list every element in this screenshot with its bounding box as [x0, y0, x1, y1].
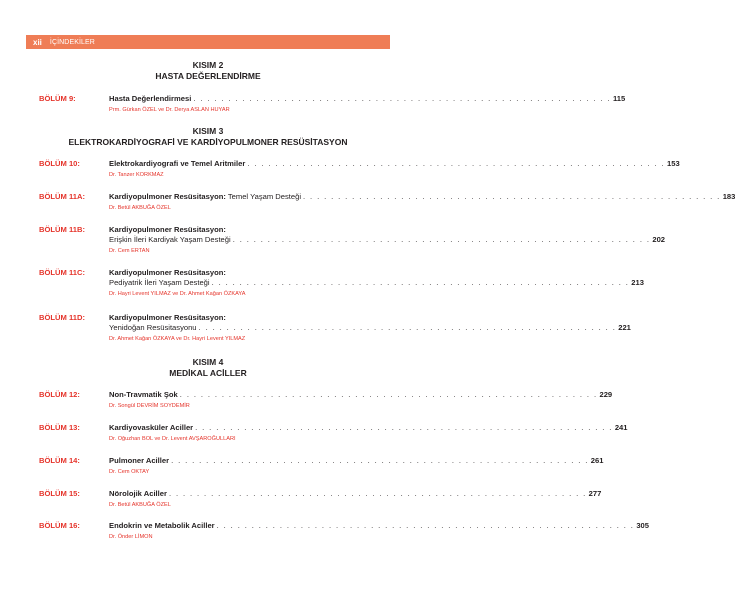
- chapter-page: 277: [588, 489, 602, 498]
- leader-dots: . . . . . . . . . . . . . . . . . . . . . . . . . . . . . . . . . . . . . . . . . . . . . . . . . . . . . . . . . . . .: [247, 159, 665, 168]
- chapter-page: 221: [618, 323, 631, 332]
- leader-dots: . . . . . . . . . . . . . . . . . . . . . . . . . . . . . . . . . . . . . . . . . . . . . . . . . . . . . . . . . . . .: [198, 323, 617, 332]
- chapter-authors: Dr. Betül AKBUĞA ÖZEL: [109, 502, 171, 508]
- chapter-number: BÖLÜM 11D:: [39, 313, 85, 322]
- chapter-title: Non-Travmatik Şok: [109, 390, 178, 399]
- chapter-page: 153: [667, 159, 680, 168]
- chapter-authors: Dr. Cem OKTAY: [109, 469, 150, 475]
- chapter-page: 115: [612, 94, 626, 103]
- chapter-authors: Dr. Oğuzhan BOL ve Dr. Levent AVŞAROĞULLARI: [109, 436, 236, 442]
- chapter-number: BÖLÜM 10:: [39, 159, 80, 168]
- header-bar: [26, 35, 390, 49]
- chapter-authors: Dr. Songül DEVRİM SOYDEMİR: [109, 403, 190, 409]
- chapter-authors: Dr. Tanzer KORKMAZ: [109, 172, 164, 178]
- part-title: HASTA DEĞERLENDİRME: [155, 71, 261, 81]
- part-heading-2: [26, 60, 390, 82]
- chapter-number: BÖLÜM 9:: [39, 94, 76, 103]
- part-title: MEDİKAL ACİLLER: [169, 368, 247, 378]
- chapter-number: BÖLÜM 16:: [39, 521, 80, 530]
- chapter-subtitle: Erişkin İleri Kardiyak Yaşam Desteği: [109, 235, 231, 244]
- chapter-number: BÖLÜM 11A:: [39, 192, 85, 201]
- part-number: KISIM 2: [192, 60, 224, 70]
- leader-dots: . . . . . . . . . . . . . . . . . . . . . . . . . . . . . . . . . . . . . . . . . . . . . . . . . . . . . . . . . . . .: [193, 94, 611, 103]
- chapter-number: BÖLÜM 11B:: [39, 225, 85, 234]
- part-number: KISIM 3: [192, 126, 224, 136]
- chapter-title: Kardiyopulmoner Resüsitasyon:: [109, 192, 226, 201]
- chapter-authors: Dr. Betül AKBUĞA ÖZEL: [109, 205, 171, 211]
- leader-dots: . . . . . . . . . . . . . . . . . . . . . . . . . . . . . . . . . . . . . . . . . . . . . . . . . . . . . . . . . . . .: [211, 278, 630, 287]
- leader-dots: . . . . . . . . . . . . . . . . . . . . . . . . . . . . . . . . . . . . . . . . . . . . . . . . . . . . . . . . . . . .: [195, 423, 613, 432]
- chapter-page: 213: [631, 278, 644, 287]
- chapter-title: Kardiyopulmoner Resüsitasyon:: [109, 268, 226, 277]
- chapter-number: BÖLÜM 13:: [39, 423, 80, 432]
- part-heading-4: [26, 357, 390, 379]
- chapter-authors: Dr. Hayri Levent YILMAZ ve Dr. Ahmet Kağan ÖZKAYA: [109, 291, 246, 297]
- leader-dots: . . . . . . . . . . . . . . . . . . . . . . . . . . . . . . . . . . . . . . . . . . . . . . . . . . . . . . . . . . . .: [171, 456, 589, 465]
- chapter-authors: Dr. Önder LİMON: [109, 534, 153, 540]
- leader-dots: . . . . . . . . . . . . . . . . . . . . . . . . . . . . . . . . . . . . . . . . . . . . . . . . . . . . . . . . . . . .: [179, 390, 598, 399]
- chapter-title: Kardiyovasküler Aciller: [109, 423, 194, 432]
- chapter-number: BÖLÜM 12:: [39, 390, 80, 399]
- chapter-title-rest: Temel Yaşam Desteği: [225, 192, 302, 201]
- chapter-number: BÖLÜM 15:: [39, 489, 80, 498]
- chapter-title: Endokrin ve Metabolik Aciller: [109, 521, 215, 530]
- leader-dots: . . . . . . . . . . . . . . . . . . . . . . . . . . . . . . . . . . . . . . . . . . . . . . . . . . . . . . . . . . . .: [216, 521, 635, 530]
- section-name: İÇİNDEKİLER: [49, 38, 95, 46]
- chapter-authors: Dr. Ahmet Kağan ÖZKAYA ve Dr. Hayri Levent YILMAZ: [109, 336, 246, 342]
- chapter-title: Hasta Değerlendirmesi: [109, 94, 192, 103]
- page-number: xii: [33, 37, 42, 47]
- chapter-page: 183: [722, 192, 735, 201]
- chapter-page: 229: [599, 390, 613, 399]
- leader-dots: . . . . . . . . . . . . . . . . . . . . . . . . . . . . . . . . . . . . . . . . . . . . . . . . . . . . . . . . . . . .: [168, 489, 587, 498]
- part-number: KISIM 4: [192, 357, 224, 367]
- chapter-authors: Prm. Gürkan ÖZEL ve Dr. Derya ASLAN HUYAR: [109, 107, 230, 113]
- chapter-title: Kardiyopulmoner Resüsitasyon:: [109, 225, 226, 234]
- chapter-page: 305: [636, 521, 649, 530]
- chapter-subtitle: Pediyatrik İleri Yaşam Desteği: [109, 278, 210, 287]
- chapter-page: 241: [614, 423, 628, 432]
- chapter-page: 261: [590, 456, 604, 465]
- chapter-title: Kardiyopulmoner Resüsitasyon:: [109, 313, 226, 322]
- chapter-subtitle: Yenidoğan Resüsitasyonu: [109, 323, 197, 332]
- leader-dots: . . . . . . . . . . . . . . . . . . . . . . . . . . . . . . . . . . . . . . . . . . . . . . . . . . . . . . . . . . . .: [232, 235, 651, 244]
- chapter-page: 202: [652, 235, 666, 244]
- chapter-title: Elektrokardiyografi ve Temel Aritmiler: [109, 159, 246, 168]
- chapter-authors: Dr. Cem ERTAN: [109, 248, 150, 254]
- chapter-number: BÖLÜM 11C:: [39, 268, 85, 277]
- leader-dots: . . . . . . . . . . . . . . . . . . . . . . . . . . . . . . . . . . . . . . . . . . . . . . . . . . . . . . . . . . . .: [303, 192, 721, 201]
- chapter-title: Nörolojik Aciller: [109, 489, 167, 498]
- part-title: ELEKTROKARDİYOGRAFİ VE KARDİYOPULMONER RESÜSİTASYON: [68, 137, 348, 147]
- part-heading-3: [26, 126, 390, 148]
- chapter-number: BÖLÜM 14:: [39, 456, 80, 465]
- chapter-title: Pulmoner Aciller: [109, 456, 170, 465]
